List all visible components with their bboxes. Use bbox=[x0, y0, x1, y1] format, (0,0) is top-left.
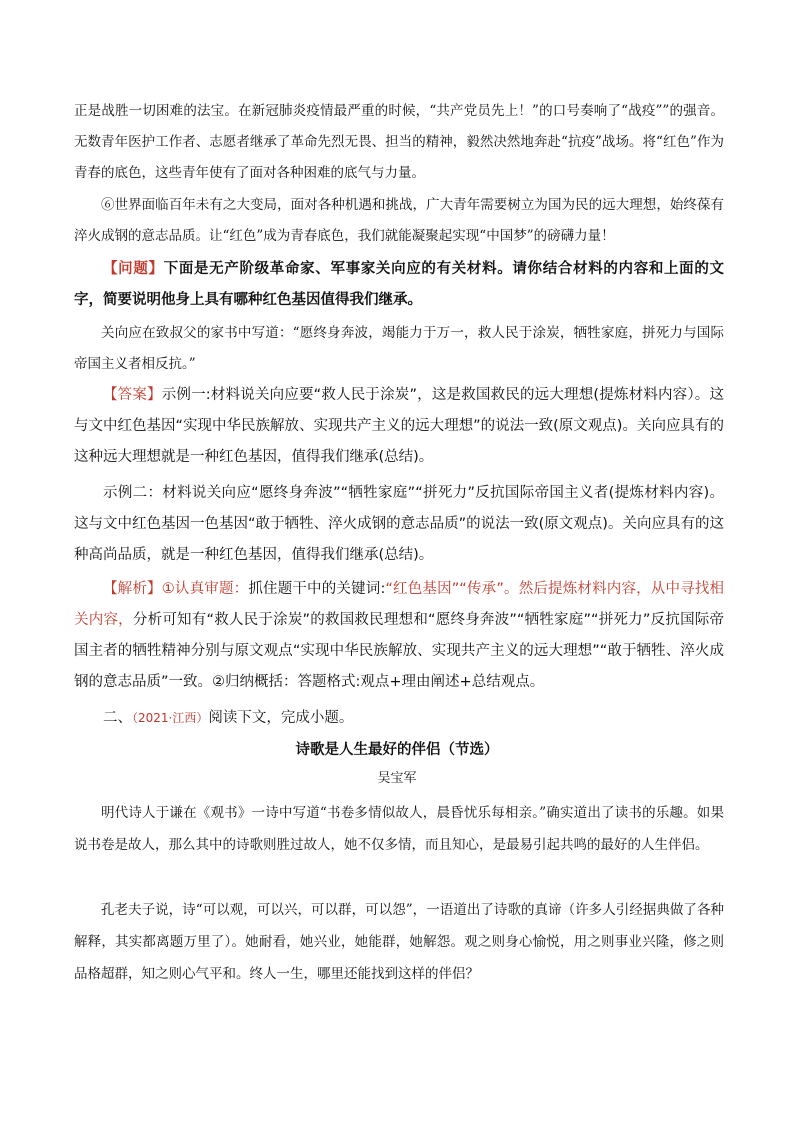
answer-example-2: 示例二：材料说关向应“愿终身奔波”“牺牲家庭”“拼死力”反抗国际帝国主义者(提炼材料内容)。这与文中红色基因一色基因“敢于牺牲、淬火成钢的意志品质”的说法一致(原文观点)。关向应具有的这种高尚品质，就是一种红色基因，值得我们继承(总结)。 bbox=[74, 485, 724, 563]
section-2-source: （2021·江西） bbox=[132, 711, 209, 725]
analysis-tag: 【解析】 bbox=[103, 581, 162, 597]
answer-example-1-text: 示例一:材料说关向应要“救人民于涂炭”，这是救国救民的远大理想(提炼材料内容）。这与文中红色基因“实现中华民族解放、实现共产主义的远大理想”的说法一致(原文观点)。关向应具有的这种远大理想就是一种红色基因，值得我们继承(总结)。 bbox=[74, 387, 724, 465]
analysis-keywords: “红色基因”“传承”。然后提炼材料内容，从中寻找相关内容， bbox=[74, 581, 725, 628]
question-text: 下面是无产阶级革命家、军事家关向应的有关材料。请你结合材料的内容和上面的文字，简要说明他身上具有哪种红色基因值得我们继承。 bbox=[74, 261, 725, 308]
question-tag: 【问题】 bbox=[103, 261, 164, 277]
section-2-instruction: 阅读下文，完成小题。 bbox=[208, 710, 354, 726]
question-material: 关向应在致叔父的家书中写道：“愿终身奔波，竭能力于万一，救人民于涂炭，牺牲家庭，拼死力与国际帝国主义者相反抗。” bbox=[74, 325, 724, 372]
article-paragraph-1: 明代诗人于谦在《观书》一诗中写道“书卷多情似故人，晨昏忧乐每相亲。”确实道出了读书的乐趣。如果说书卷是故人，那么其中的诗歌则胜过故人，她不仅多情，而且知心，是最易引起共鸣的最好的人生伴侣。 bbox=[74, 805, 724, 853]
question-block bbox=[74, 254, 724, 316]
analysis-block bbox=[74, 574, 724, 698]
paragraph-6: ⑥世界面临百年未有之大变局，面对各种机遇和挑战，广大青年需要树立为国为民的远大理想，始终葆有淬火成钢的意志品质。让“红色”成为青春底色，我们就能凝聚起实现“中国梦”的磅礴力量！ bbox=[74, 197, 724, 244]
answer-example-1 bbox=[74, 380, 724, 473]
answer-tag: 【答案】 bbox=[103, 387, 162, 403]
section-2-number: 二、 bbox=[103, 710, 132, 726]
article-author: 吴宝军 bbox=[377, 771, 417, 786]
section-2-heading bbox=[74, 703, 724, 734]
article-paragraph-2: 孔老夫子说，诗“可以观，可以兴，可以群，可以怨”，一语道出了诗歌的真谛（许多人引经据典做了各种解释，其实都离题万里了）。她耐看，她兴业，她能群，她解怨。观之则身心愉悦，用之则事业兴隆，修之则品格超群，知之则心气平和。终人一生，哪里还能找到这样的伴侣？ bbox=[74, 902, 724, 982]
article-title: 诗歌是人生最好的伴侣（节选） bbox=[295, 742, 499, 758]
analysis-detail: 分析可知有“救人民于涂炭”的救国救民理想和“愿终身奔波”“牺牲家庭”“拼死力”反抗国际帝国主者的牺牲精神分别与原文观点“实现中华民族解放、实现共产主义的远大理想”“敢于牺牲、淬火成钢的意志品质”一致。②归纳概括：答题格式:观点+理由阐述+总结观点。 bbox=[74, 612, 725, 690]
paragraph-continued: 正是战胜一切困难的法宝。在新冠肺炎疫情最严重的时候，“共产党员先上！”的口号奏响了“战疫””的强音。无数青年医护工作者、志愿者继承了革命先烈无畏、担当的精神，毅然决然地奔赴“抗疫”战场。将“红色”作为青春的底色，这些青年使有了面对各种困难的底气与力量。 bbox=[74, 103, 724, 181]
analysis-step1: ①认真审题： bbox=[161, 581, 249, 597]
analysis-keyword-lead: 抓住题干中的关键词: bbox=[248, 581, 386, 597]
